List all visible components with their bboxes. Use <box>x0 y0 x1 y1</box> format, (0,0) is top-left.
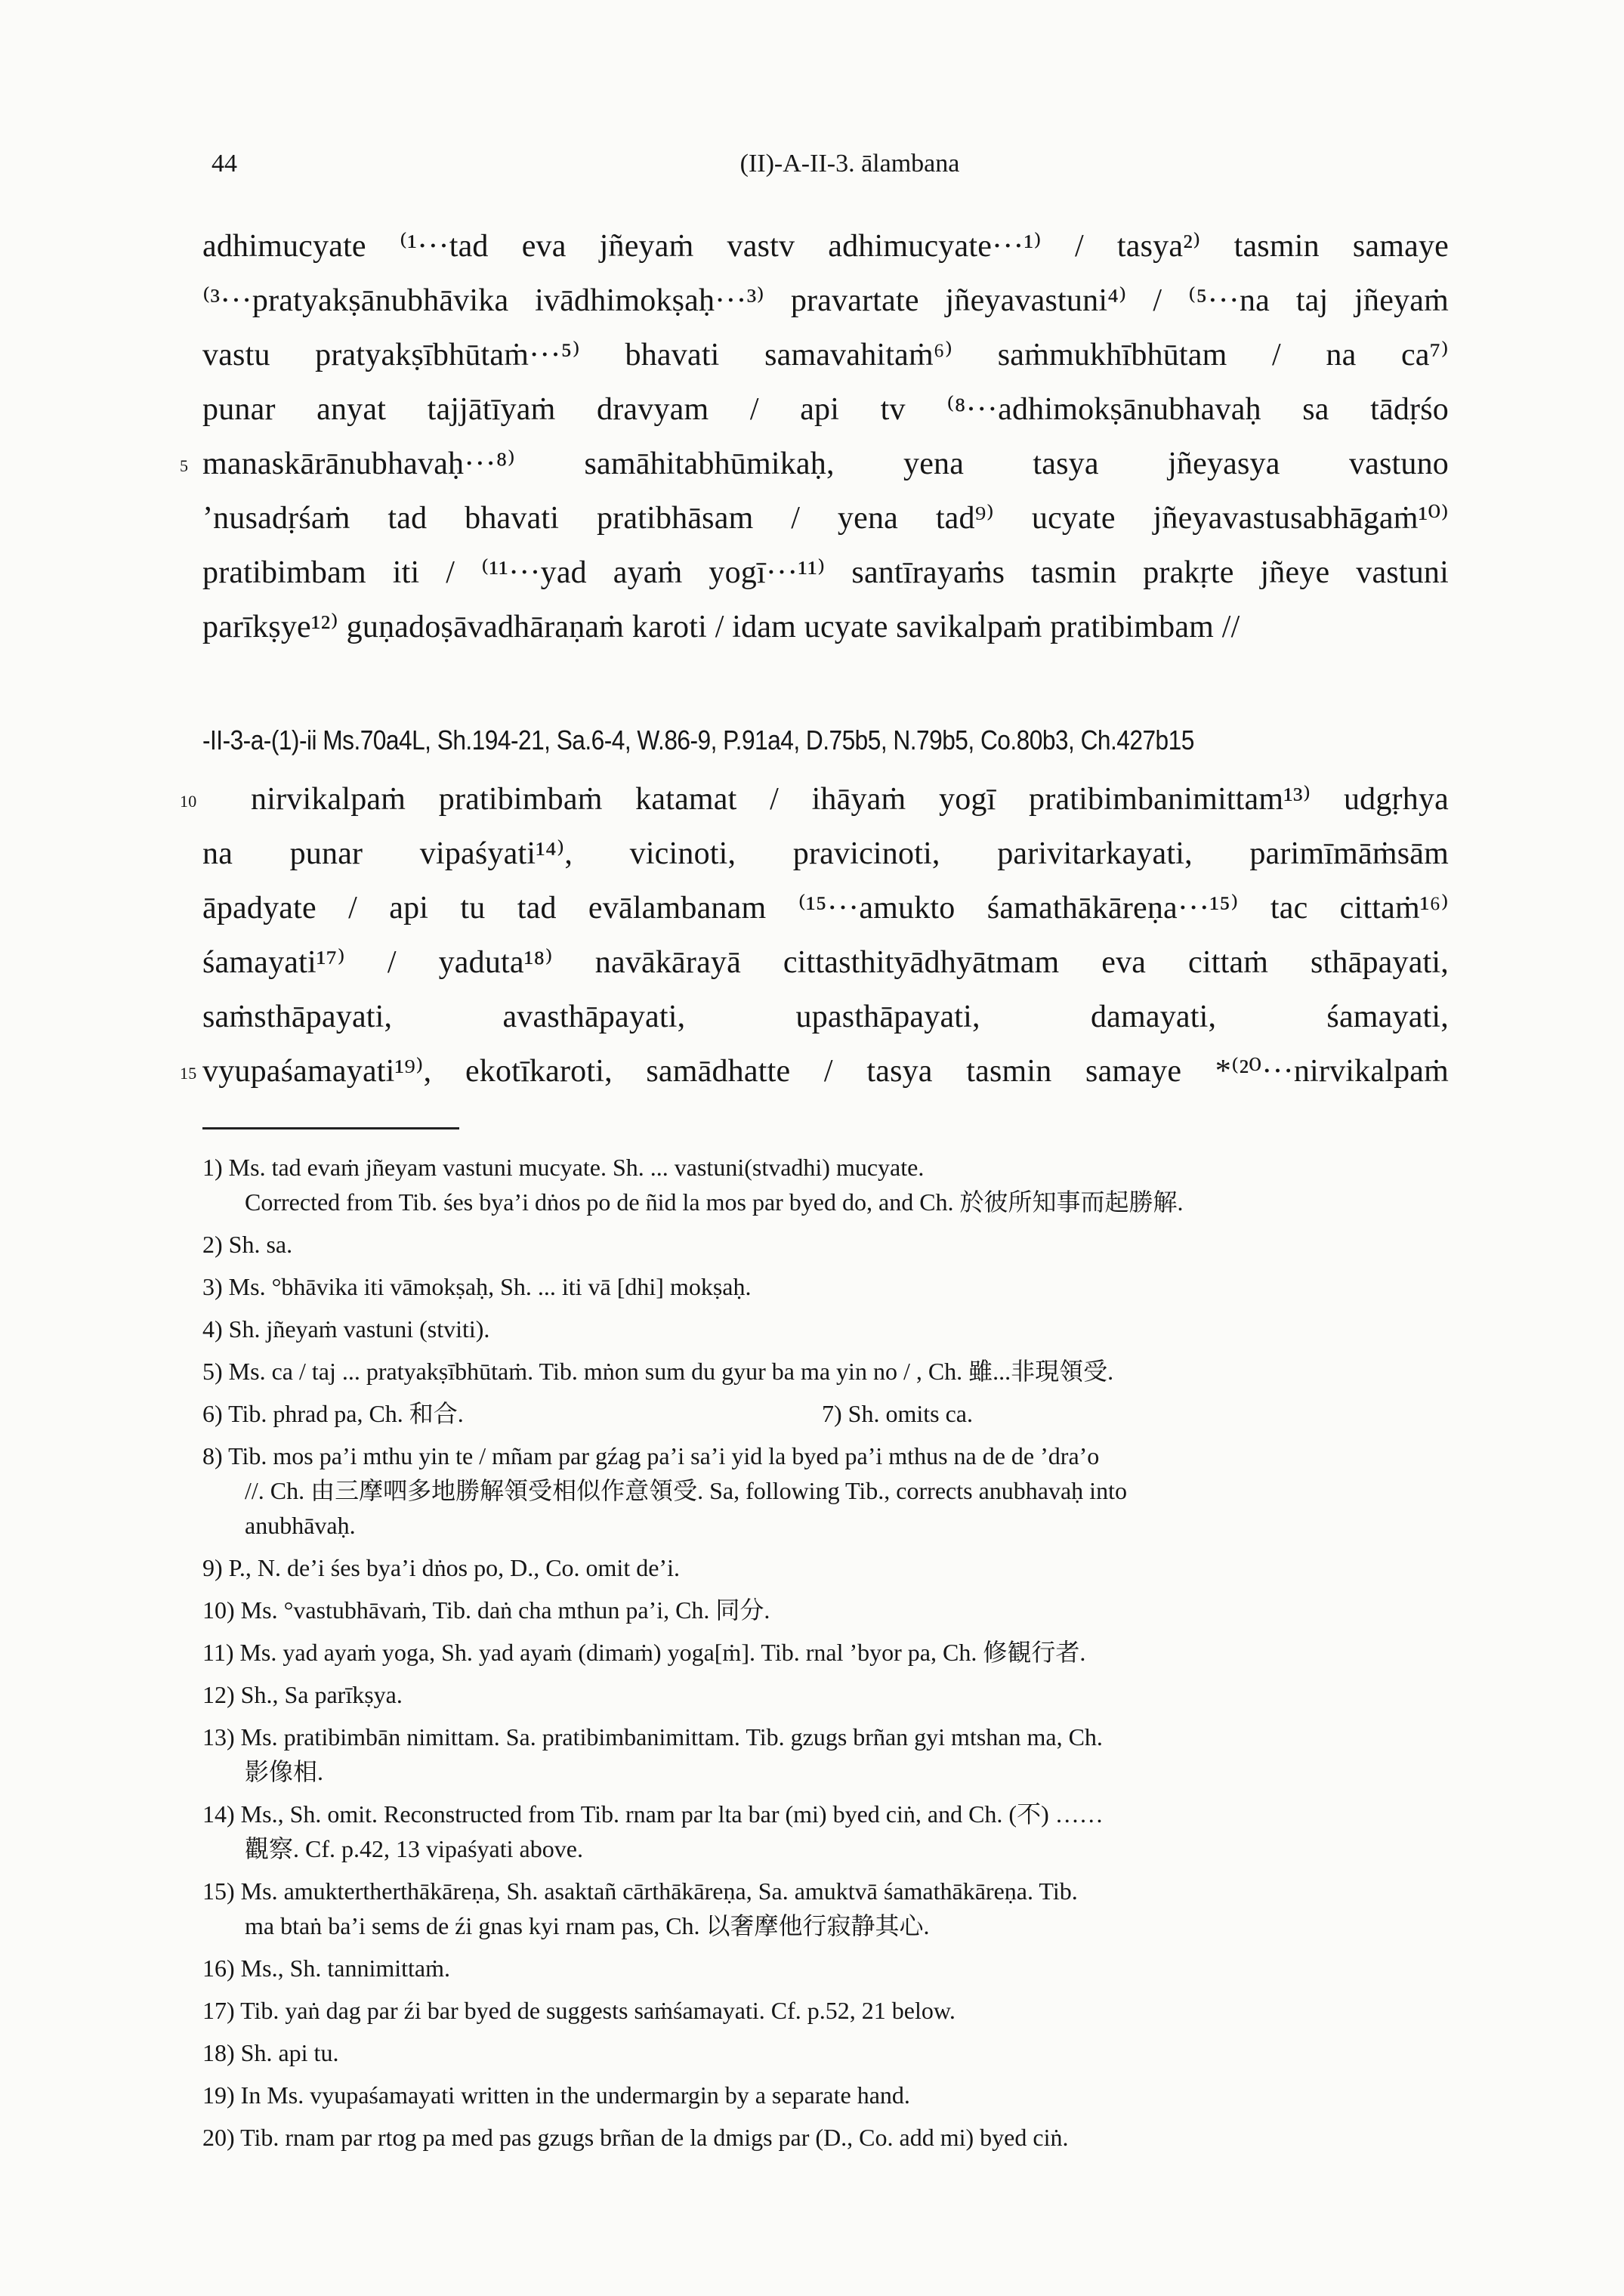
text-line-content: nirvikalpaṁ pratibimbaṁ katamat / ihāyaṁ yogī pratibimbanimittam¹³⁾ udgṛhya <box>251 782 1449 817</box>
main-text-block-2 <box>180 772 1449 1099</box>
footnote-10: 10) Ms. °vastubhāvaṁ, Tib. daṅ cha mthun pa’i, Ch. 同分. <box>202 1596 770 1624</box>
footnote-13 <box>202 1720 1441 1789</box>
footnote-rule <box>202 1127 459 1129</box>
footnote-text: 14) Ms., Sh. omit. Reconstructed from Tib. rnam par lta bar (mi) byed ciṅ, and Ch. (不) …… <box>202 1800 1104 1828</box>
footnote-16: 16) Ms., Sh. tannimittaṁ. <box>202 1955 450 1982</box>
footnote-continuation: 觀察. Cf. p.42, 13 vipaśyati above. <box>245 1835 583 1862</box>
footnote-continuation: 影像相. <box>245 1758 324 1785</box>
line-number: 5 <box>180 456 189 475</box>
footnote-14 <box>202 1797 1441 1866</box>
main-text-block-1 <box>180 219 1449 654</box>
footnote-18: 18) Sh. api tu. <box>202 2039 339 2066</box>
line-number: 10 <box>180 792 197 811</box>
text-line: vastu pratyakṣībhūtaṁ···⁵⁾ bhavati samavahitaṁ⁶⁾ saṁmukhībhūtam / na ca⁷⁾ <box>202 338 1449 372</box>
footnote-7: 7) Sh. omits ca. <box>822 1400 973 1427</box>
section-reference-heading: -II-3-a-(1)-ii Ms.70a4L, Sh.194-21, Sa.6-4, W.86-9, P.91a4, D.75b5, N.79b5, Co.80b3, Ch.427b15 <box>202 725 1194 756</box>
text-line-10 <box>180 772 1449 827</box>
footnote-6: 6) Tib. phrad pa, Ch. 和合. <box>202 1400 464 1427</box>
text-line: na punar vipaśyati¹⁴⁾, vicinoti, pravicinoti, parivitarkayati, parimīmāṁsām <box>202 836 1449 871</box>
footnote-17: 17) Tib. yaṅ dag par źi bar byed de suggests saṁśamayati. Cf. p.52, 21 below. <box>202 1997 956 2024</box>
footnote-continuation: ma btaṅ ba’i sems de źi gnas kyi rnam pas, Ch. 以奢摩他行寂静其心. <box>245 1912 930 1939</box>
line-number: 15 <box>180 1064 197 1083</box>
footnote-12: 12) Sh., Sa parīkṣya. <box>202 1681 403 1708</box>
footnote-text: 1) Ms. tad evaṁ jñeyam vastuni mucyate. Sh. ... vastuni(stvadhi) mucyate. <box>202 1154 925 1181</box>
footnote-4: 4) Sh. jñeyaṁ vastuni (stviti). <box>202 1315 490 1343</box>
text-line: adhimucyate ⁽¹···tad eva jñeyaṁ vastv adhimucyate···¹⁾ / tasya²⁾ tasmin samaye <box>202 229 1449 264</box>
footnote-1 <box>202 1150 1441 1219</box>
footnote-text: 8) Tib. mos pa’i mthu yin te / mñam par gźag pa’i sa’i yid la byed pa’i mthus na de de ’dra’o <box>202 1442 1100 1469</box>
footnote-19: 19) In Ms. vyupaśamayati written in the undermargin by a separate hand. <box>202 2081 910 2109</box>
footnote-text: 13) Ms. pratibimbān nimittam. Sa. pratibimbanimittam. Tib. gzugs brñan gyi mtshan ma, Ch. <box>202 1723 1103 1751</box>
footnote-20: 20) Tib. rnam par rtog pa med pas gzugs brñan de la dmigs par (D., Co. add mi) byed ciṅ. <box>202 2124 1069 2151</box>
text-line-5 <box>180 437 1449 491</box>
text-line: pratibimbam iti / ⁽¹¹···yad ayaṁ yogī···¹¹⁾ santīrayaṁs tasmin prakṛte jñeye vastuni <box>202 555 1449 590</box>
text-line: saṁsthāpayati, avasthāpayati, upasthāpayati, damayati, śamayati, <box>202 1000 1449 1034</box>
text-line-content: manaskārānubhavaḥ···⁸⁾ samāhitabhūmikaḥ, yena tasya jñeyasya vastuno <box>202 447 1449 481</box>
footnote-continuation: //. Ch. 由三摩呬多地勝解領受相似作意領受. Sa, following Tib., corrects anubhavaḥ into <box>245 1477 1127 1504</box>
footnote-continuation: anubhāvaḥ. <box>245 1512 356 1539</box>
text-line: parīkṣye¹²⁾ guṇadoṣāvadhāraṇaṁ karoti / idam ucyate savikalpaṁ pratibimbam // <box>202 610 1240 644</box>
text-line: śamayati¹⁷⁾ / yaduta¹⁸⁾ navākārayā cittasthityādhyātmam eva cittaṁ sthāpayati, <box>202 945 1449 980</box>
page-number: 44 <box>211 150 237 178</box>
footnote-row-6-7 <box>202 1396 1441 1431</box>
text-line-15 <box>180 1044 1449 1099</box>
footnote-11: 11) Ms. yad ayaṁ yoga, Sh. yad ayaṁ (dimaṁ) yoga[ṁ]. Tib. rnal ’byor pa, Ch. 修観行者. <box>202 1639 1086 1666</box>
footnote-3: 3) Ms. °bhāvika iti vāmokṣaḥ, Sh. ... iti vā [dhi] mokṣaḥ. <box>202 1273 752 1300</box>
footnote-15 <box>202 1874 1441 1943</box>
footnote-2: 2) Sh. sa. <box>202 1231 293 1258</box>
running-head: (II)-A-II-3. ālambana <box>739 150 960 178</box>
footnote-8 <box>202 1438 1441 1543</box>
footnote-continuation: Corrected from Tib. śes bya’i dṅos po de ñid la mos par byed do, and Ch. 於彼所知事而起勝解. <box>245 1188 1184 1216</box>
footnote-9: 9) P., N. de’i śes bya’i dṅos po, D., Co. omit de’i. <box>202 1554 680 1581</box>
text-line: punar anyat tajjātīyaṁ dravyam / api tv ⁽⁸···adhimokṣānubhavaḥ sa tādṛśo <box>202 392 1449 427</box>
footnote-5: 5) Ms. ca / taj ... pratyakṣībhūtaṁ. Tib. mṅon sum du gyur ba ma yin no / , Ch. 雖...非現領受. <box>202 1358 1114 1385</box>
text-line: āpadyate / api tu tad evālambanam ⁽¹⁵···amukto śamathākāreṇa···¹⁵⁾ tac cittaṁ¹⁶⁾ <box>202 891 1449 926</box>
footnotes <box>202 1150 1441 2162</box>
text-line: ⁽³···pratyakṣānubhāvika ivādhimokṣaḥ···³⁾ pravartate jñeyavastuni⁴⁾ / ⁽⁵···na taj jñeyaṁ <box>202 283 1449 318</box>
text-line-content: vyupaśamayati¹⁹⁾, ekotīkaroti, samādhatte / tasya tasmin samaye *⁽²⁰···nirvikalpaṁ <box>202 1054 1449 1089</box>
footnote-text: 15) Ms. amuktertherthākāreṇa, Sh. asaktañ cārthākāreṇa, Sa. amuktvā śamathākāreṇa. Tib. <box>202 1877 1078 1905</box>
text-line: ’nusadṛśaṁ tad bhavati pratibhāsam / yena tad⁹⁾ ucyate jñeyavastusabhāgaṁ¹⁰⁾ <box>202 501 1449 536</box>
